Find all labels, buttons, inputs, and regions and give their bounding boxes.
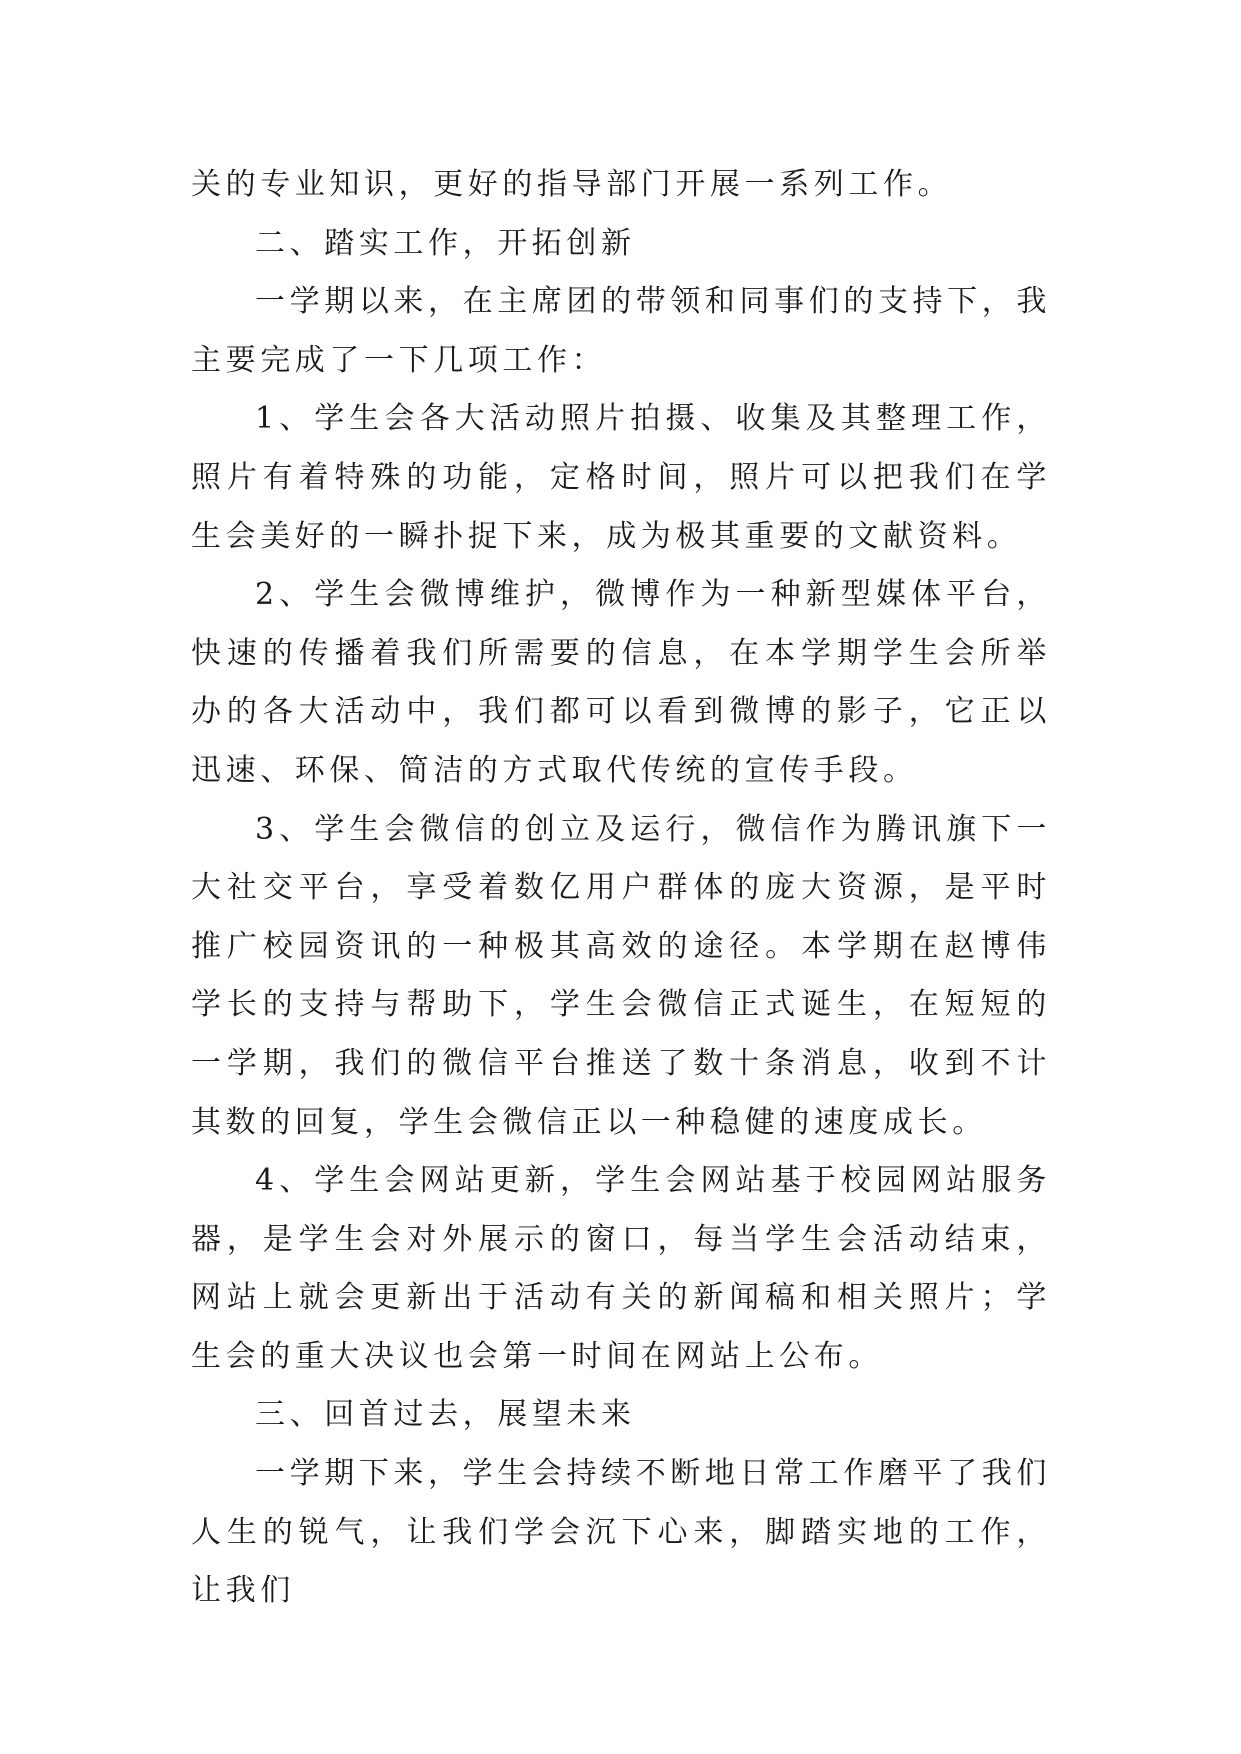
paragraph-item-2: 2、学生会微博维护，微博作为一种新型媒体平台，快速的传播着我们所需要的信息，在本学期学生会所举办的各大活动中，我们都可以看到微博的影子，它正以迅速、环保、简洁的方式取代传统的宣传手段。	[191, 577, 1051, 788]
document-body	[191, 156, 1051, 1621]
paragraph-item-4: 4、学生会网站更新，学生会网站基于校园网站服务器，是学生会对外展示的窗口，每当学生会活动结束，网站上就会更新出于活动有关的新闻稿和相关照片；学生会的重大决议也会第一时间在网站上公布。	[191, 1163, 1051, 1374]
paragraph-item-1: 1、学生会各大活动照片拍摄、收集及其整理工作，照片有着特殊的功能，定格时间，照片可以把我们在学生会美好的一瞬扑捉下来，成为极其重要的文献资料。	[191, 401, 1051, 554]
paragraph-conclusion: 一学期下来，学生会持续不断地日常工作磨平了我们人生的锐气，让我们学会沉下心来，脚踏实地的工作，让我们	[191, 1456, 1051, 1609]
paragraph-item-3: 3、学生会微信的创立及运行，微信作为腾讯旗下一大社交平台，享受着数亿用户群体的庞大资源，是平时推广校园资讯的一种极其高效的途径。本学期在赵博伟学长的支持与帮助下，学生会微信正式诞生，在短短的一学期，我们的微信平台推送了数十条消息，收到不计其数的回复，学生会微信正以一种稳健的速度成长。	[191, 811, 1051, 1140]
paragraph-continuation: 关的专业知识，更好的指导部门开展一系列工作。	[191, 167, 953, 202]
section-heading-2: 二、踏实工作，开拓创新	[255, 225, 636, 261]
section-heading-3: 三、回首过去，展望未来	[255, 1397, 636, 1433]
paragraph-intro: 一学期以来，在主席团的带领和同事们的支持下，我主要完成了一下几项工作：	[191, 284, 1051, 378]
